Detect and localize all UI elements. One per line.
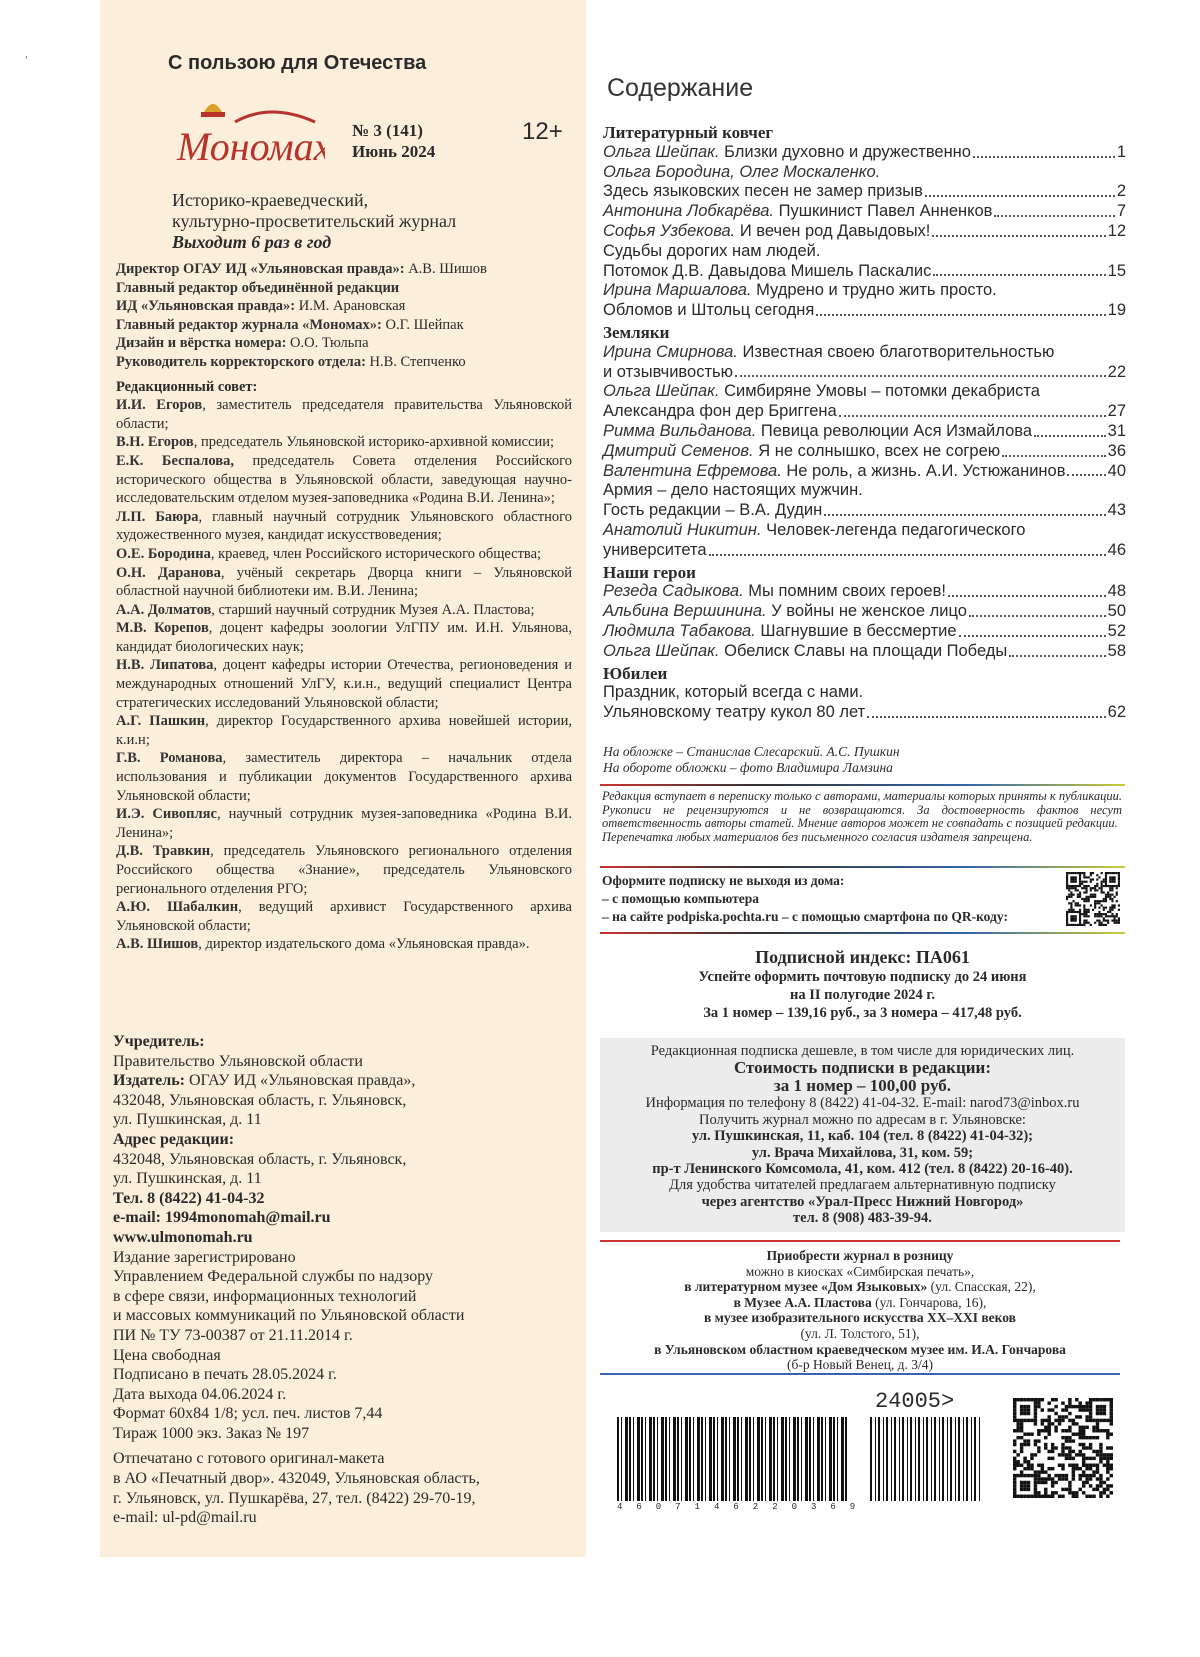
toc-entry-text: Судьбы дорогих нам людей. <box>603 241 821 260</box>
editorial-subscription-box <box>600 1038 1125 1232</box>
frequency: Выходит 6 раз в год <box>172 232 332 252</box>
board-member <box>116 805 572 842</box>
retail-place: в музее изобразительного искусства XX–XXI веков <box>704 1310 1016 1326</box>
member-role: председатель Совета отделения Российского исторического общества в Ульяновской области, заведующая научно-исследовательским отделом музея-заповедника «Родина В.И. Ленина»; <box>116 452 572 507</box>
toc-leader <box>735 363 1106 378</box>
retail-address: (ул. Спасская, 22), <box>927 1279 1036 1295</box>
retail-address: (б-р Новый Венец, д. 3/4) <box>786 1357 934 1373</box>
cover-note: На обложке – Станислав Слесарский. А.С. Пушкин <box>603 744 900 759</box>
toc-leader <box>709 541 1106 556</box>
registration-line: ПИ № ТУ 73-00387 от 21.11.2014 г. <box>113 1326 353 1344</box>
registration-line: Формат 60х84 1/8; усл. печ. листов 7,44 <box>113 1405 383 1423</box>
toc-author: Антонина Лобкарёва. <box>603 202 775 221</box>
board-member <box>116 749 572 805</box>
toc-entry-text: Софья Узбекова. И вечен род Давыдовых! <box>603 221 931 240</box>
toc-section-title: Земляки <box>603 322 670 342</box>
toc-author: Ольга Шейпак. <box>603 641 720 660</box>
subscribe-line: Оформите подписку не выходя из дома: <box>602 873 845 888</box>
toc-entry-text: Валентина Ефремова. Не роль, а жизнь. А.И. Устюжанинов <box>603 461 1066 480</box>
retail-address: (ул. Гончарова, 16), <box>871 1294 987 1310</box>
toc-entry-text <box>603 163 880 183</box>
member-name: Е.К. Беспалова, <box>116 452 235 469</box>
divider <box>600 932 1125 934</box>
staff-name: Н.В. Степченко <box>365 353 466 370</box>
toc-page: 2 <box>1116 182 1126 201</box>
toc-author: Софья Узбекова. <box>603 221 736 240</box>
email-link[interactable]: e-mail: 1994monomah@mail.ru <box>113 1209 331 1227</box>
index-price: За 1 номер – 139,16 руб., за 3 номера – 417,48 руб. <box>703 1005 1022 1021</box>
toc-section-title: Юбилеи <box>603 663 668 683</box>
svg-text:Мономах: Мономах <box>177 124 325 169</box>
index-title: Подписной индекс: ПА061 <box>755 947 970 967</box>
staff-name: О.Г. Шейпак <box>381 316 464 333</box>
toc-entry-text: Потомок Д.В. Давыдова Мишель Паскалис <box>603 261 932 280</box>
toc-leader <box>1034 422 1106 437</box>
registration-line: Тираж 1000 экз. Заказ № 197 <box>113 1424 310 1442</box>
member-name: А.В. Шишов <box>116 936 199 953</box>
member-role: , председатель Ульяновской историко-архивной комиссии; <box>193 434 555 451</box>
toc-page: 31 <box>1107 421 1126 440</box>
toc-author: Ирина Маршалова. <box>603 281 752 300</box>
monomakh-logo <box>175 92 325 172</box>
toc-entry-text: Армия – дело настоящих мужчин. <box>603 481 863 500</box>
member-name: И.Э. Сивопляс <box>116 806 217 823</box>
retail-heading: Приобрести журнал в розницу <box>766 1248 954 1263</box>
toc-entry[interactable] <box>603 422 1126 442</box>
qr-code <box>1066 872 1120 926</box>
toc-entry[interactable] <box>603 222 1126 242</box>
toc-author: Резеда Садыкова. <box>603 582 744 601</box>
tagline: С пользою для Отечества <box>168 52 427 74</box>
toc-entry[interactable] <box>603 363 1126 383</box>
toc-page: 46 <box>1107 540 1126 559</box>
toc-entry-text: Ольга Шейпак. Близки духовно и дружественно <box>603 142 971 161</box>
toc-entry-text: Римма Вильданова. Певица революции Ася Измайлова <box>603 421 1033 440</box>
toc-entry-text: Обломов и Штольц сегодня <box>603 301 815 320</box>
board-heading: Редакционный совет: <box>116 378 258 395</box>
toc-author: Валентина Ефремова. <box>603 461 782 480</box>
toc-entry-text: Людмила Табакова. Шагнувшие в бессмертие <box>603 621 957 640</box>
toc-entry-text: Ульяновскому театру кукол 80 лет <box>603 703 866 722</box>
member-name: А.Г. Пашкин <box>116 713 206 730</box>
printer-line: e-mail: ul-pd@mail.ru <box>113 1509 257 1527</box>
toc-entry-text: и отзывчивостью <box>603 362 733 381</box>
toc-page: 48 <box>1107 582 1126 601</box>
cover-notes <box>603 744 900 776</box>
board-member <box>116 452 572 508</box>
divider <box>600 866 1125 868</box>
toc-section-title: Литературный ковчег <box>603 123 774 142</box>
address-line: ул. Пушкинская, д. 11 <box>113 1111 262 1129</box>
box-line: Для удобства читателей предлагаем альтернативную подписку <box>669 1177 1056 1194</box>
subscribe-link[interactable]: – на сайте podpiska.pochta.ru – с помощью смартфона по QR-коду: <box>602 909 1008 924</box>
board-member <box>116 656 572 712</box>
retail-place: в Ульяновском областном краеведческом музее им. И.А. Гончарова <box>654 1341 1066 1357</box>
box-line: через агентство «Урал-Пресс Нижний Новгород» <box>701 1193 1024 1210</box>
toc-page: 27 <box>1107 402 1126 421</box>
barcode-addon-number: 24005> <box>875 1389 955 1414</box>
member-role: , старший научный сотрудник Музея А.А. Пластова; <box>211 601 535 618</box>
toc-entry[interactable] <box>603 402 1126 422</box>
toc-leader <box>969 602 1106 617</box>
toc-entry[interactable] <box>603 182 1126 202</box>
retail-box <box>600 1240 1120 1375</box>
toc-entry[interactable] <box>603 501 1126 521</box>
registration-line: Управлением Федеральной службы по надзору <box>113 1268 433 1286</box>
subscribe-online <box>602 872 1008 926</box>
toc-entry[interactable] <box>603 602 1126 622</box>
registration-line: Издание зарегистрировано <box>113 1248 296 1266</box>
toc-entry[interactable] <box>603 442 1126 462</box>
box-address: ул. Врача Михайлова, 31, ком. 59; <box>751 1144 974 1161</box>
printer-line: Отпечатано с готового оригинал-макета <box>113 1450 385 1468</box>
registration-line: Цена свободная <box>113 1346 221 1364</box>
member-role: , доцент кафедры истории Отечества, регионоведения и международных отношений УлГУ, к.и.н., ведущий специалист Центра стратегических исследований Ульяновской области; <box>116 657 572 711</box>
staff-role: Директор ОГАУ ИД «Ульяновская правда»: <box>116 261 405 277</box>
board-member <box>116 564 572 601</box>
toc-leader <box>925 182 1115 197</box>
toc-page: 7 <box>1116 202 1126 221</box>
box-line: Редакционная подписка дешевле, в том числе для юридических лиц. <box>650 1043 1075 1059</box>
retail-place: в Музее А.А. Пластова <box>733 1294 872 1310</box>
toc-leader <box>933 262 1105 277</box>
toc-leader <box>867 703 1105 718</box>
member-name: А.Ю. Шабалкин <box>116 899 239 916</box>
toc-entry-text: Ирина Смирнова. Известная своею благотворительностью <box>603 342 1055 361</box>
toc-author: Ольга Бородина, Олег Москаленко. <box>603 162 881 181</box>
toc-heading: Содержание <box>607 74 754 102</box>
retail-place: в литературном музее «Дом Языковых» <box>684 1279 928 1295</box>
founder: Правительство Ульяновской области <box>113 1052 363 1070</box>
box-line: Получить журнал можно по адресам в г. Ульяновске: <box>699 1111 1026 1128</box>
barcode <box>617 1417 847 1501</box>
index-line: на II полугодие 2024 г. <box>790 987 935 1003</box>
box-phone: тел. 8 (908) 483-39-94. <box>793 1210 932 1227</box>
disclaimer-text: Редакция вступает в переписку только с авторами, материалы которых приняты к публикации. Рукописи не рецензируются и не возвращаются. За достоверность фактов несут ответственность авторы статей. Мнение авторов может не совпадать с позицией редакции. <box>602 789 1122 830</box>
subscription-index <box>600 946 1125 1022</box>
toc-entry[interactable] <box>603 462 1126 482</box>
subscribe-line: – с помощью компьютера <box>602 891 759 906</box>
toc-entry[interactable] <box>603 343 1126 363</box>
board-member <box>116 898 572 935</box>
registration-line: в сфере связи, информационных технологий <box>113 1287 417 1305</box>
toc-page: 52 <box>1107 621 1126 640</box>
printer-line: г. Ульяновск, ул. Пушкарёва, 27, тел. (8422) 29-70-19, <box>113 1489 476 1507</box>
toc-entry-text: университета <box>603 540 707 559</box>
toc-entry[interactable] <box>603 521 1126 541</box>
toc-entry[interactable] <box>603 582 1126 602</box>
toc-author: Дмитрий Семенов. <box>603 441 754 460</box>
toc-leader <box>1002 442 1105 457</box>
staff-line <box>116 260 572 279</box>
reprint-notice: Перепечатка любых материалов без письменного согласия издателя запрещена. <box>602 829 1033 844</box>
member-role: , научный сотрудник музея-заповедника «Родина В.И. Ленина»; <box>116 806 572 841</box>
toc-page: 62 <box>1107 703 1126 722</box>
toc-section-title: Наши герои <box>603 562 696 582</box>
toc-leader <box>816 301 1105 316</box>
staff-role: Главный редактор журнала «Мономах»: <box>116 316 382 333</box>
toc-page: 22 <box>1107 362 1126 381</box>
toc-page: 40 <box>1107 461 1126 480</box>
issue-date: Июнь 2024 <box>352 142 436 161</box>
toc-author: Римма Вильданова. <box>603 421 757 440</box>
toc-entry[interactable] <box>603 301 1126 321</box>
staff-role: Дизайн и вёрстка номера: <box>116 335 287 352</box>
toc-entry-text: Ольга Шейпак. Обелиск Славы на площади Победы <box>603 641 1008 660</box>
member-role: , заместитель директора – начальник отдела использования и публикации документов Государственного архива Ульяновской области; <box>116 750 572 804</box>
staff-name: И.М. Арановская <box>295 298 406 315</box>
board-member <box>116 935 572 954</box>
member-name: В.Н. Егоров <box>116 434 194 451</box>
member-role: , ведущий архивист Государственного архива Ульяновской области; <box>116 899 572 934</box>
member-role: , директор Государственного архива новейшей истории, к.и.н; <box>116 713 572 748</box>
toc-entry-text: Дмитрий Семенов. Я не солнышко, всех не согрею <box>603 441 1001 460</box>
publisher-label: Издатель: <box>113 1072 185 1090</box>
phone: Тел. 8 (8422) 41-04-32 <box>113 1189 265 1207</box>
toc-entry-text: Здесь языковских песен не замер призыв <box>603 182 923 201</box>
member-name: М.В. Корепов <box>116 620 209 637</box>
toc-entry[interactable] <box>603 622 1126 642</box>
board-member <box>116 619 572 656</box>
printer-line: в АО «Печатный двор». 432049, Ульяновская область, <box>113 1470 480 1488</box>
founder-label: Учредитель: <box>113 1033 205 1050</box>
member-role: , учёный секретарь Дворца книги – Ульяновской областной научной библиотеки им. В.И. Ленина; <box>116 564 572 600</box>
toc-leader <box>1067 462 1105 477</box>
index-line: Успейте оформить почтовую подписку до 24 июня <box>698 969 1027 985</box>
board-member <box>116 712 572 749</box>
toc-entry-text: Анатолий Никитин. Человек-легенда педагогического <box>603 520 1026 539</box>
back-cover-note: На обороте обложки – фото Владимира Ламзина <box>603 760 893 775</box>
toc-leader <box>948 582 1106 597</box>
toc-entry-text: Резеда Садыкова. Мы помним своих героев! <box>603 582 946 601</box>
toc-page: 12 <box>1107 221 1126 240</box>
toc-page: 50 <box>1107 602 1126 621</box>
publisher: ОГАУ ИД «Ульяновская правда», <box>185 1072 416 1090</box>
board-member <box>116 601 572 620</box>
toc-author: Ирина Смирнова. <box>603 342 738 361</box>
staff-line <box>116 334 572 353</box>
box-heading: Стоимость подписки в редакции: <box>734 1058 991 1078</box>
toc-entry[interactable] <box>603 703 1126 723</box>
toc-entry[interactable] <box>603 481 1126 501</box>
member-role: , директор издательского дома «Ульяновская правда». <box>198 936 530 953</box>
retail-line: можно в киосках «Симбирская печать», <box>745 1263 975 1279</box>
toc-leader <box>973 143 1115 158</box>
toc-author: Ольга Шейпак. <box>603 382 720 401</box>
toc-entry[interactable] <box>603 541 1126 561</box>
toc-entry-text: Александра фон дер Бриггена <box>603 402 837 421</box>
toc-page: 58 <box>1107 641 1126 660</box>
table-of-contents <box>603 121 1126 723</box>
disclaimer <box>602 790 1122 844</box>
publisher-info <box>113 1032 573 1528</box>
member-role: , председатель Ульяновского регионального отделения Российского общества «Знание», председатель Ульяновского регионального отделения РГО; <box>116 843 572 897</box>
address-line: 432048, Ульяновская область, г. Ульяновск, <box>113 1150 407 1168</box>
toc-entry-text: Альбина Вершинина. У войны не женское лицо <box>603 602 967 621</box>
barcode-digits: 4607146220369 <box>617 1502 870 1512</box>
member-name: О.Н. Даранова <box>116 564 221 581</box>
box-price: за 1 номер – 100,00 руб. <box>773 1076 952 1096</box>
box-address: ул. Пушкинская, 11, каб. 104 (тел. 8 (8422) 41-04-32); <box>692 1128 1033 1145</box>
toc-author: Альбина Вершинина. <box>603 602 767 621</box>
staff-role: ИД «Ульяновская правда»: <box>116 298 296 315</box>
staff-line <box>116 316 572 335</box>
toc-page: 1 <box>1116 142 1126 161</box>
board-member <box>116 842 572 898</box>
divider <box>600 784 1125 786</box>
toc-entry[interactable] <box>603 642 1126 662</box>
toc-author: Анатолий Никитин. <box>603 520 762 539</box>
member-role: , заместитель председателя правительства Ульяновской области; <box>116 397 572 432</box>
issue-number: № 3 (141) <box>352 121 423 140</box>
staff-name: О.О. Тюльпа <box>286 335 369 352</box>
toc-leader <box>994 202 1114 217</box>
toc-page: 19 <box>1107 301 1126 320</box>
staff-role: Главный редактор объединённой редакции <box>116 279 400 296</box>
qr-code <box>1013 1398 1113 1498</box>
board-member <box>116 508 572 545</box>
toc-entry-text: Антонина Лобкарёва. Пушкинист Павел Анненков <box>603 202 993 221</box>
desc-line: Историко-краеведческий, <box>172 190 369 210</box>
toc-page: 36 <box>1107 441 1126 460</box>
website-link[interactable]: www.ulmonomah.ru <box>113 1228 253 1246</box>
toc-entry-text: Ольга Шейпак. Симбиряне Умовы – потомки декабриста <box>603 382 1040 401</box>
member-role: , краевед, член Российского исторического общества; <box>210 545 542 562</box>
staff-role: Руководитель корректорского отдела: <box>116 353 366 370</box>
toc-entry[interactable] <box>603 242 1126 262</box>
desc-line: культурно-просветительский журнал <box>172 211 457 231</box>
staff-line <box>116 353 572 372</box>
address-line: 432048, Ульяновская область, г. Ульяновск, <box>113 1091 407 1109</box>
toc-leader <box>839 402 1106 417</box>
address-line: ул. Пушкинская, д. 11 <box>113 1170 262 1188</box>
member-name: Л.П. Баюра <box>116 508 199 525</box>
issue-info <box>352 120 435 162</box>
staff-name: А.В. Шишов <box>404 261 487 277</box>
member-name: И.И. Егоров <box>116 397 203 414</box>
toc-page: 43 <box>1107 501 1126 520</box>
toc-page: 15 <box>1107 261 1126 280</box>
board-member <box>116 545 572 564</box>
member-role: , доцент кафедры зоологии УлГПУ им. И.Н. Ульянова, кандидат биологических наук; <box>116 620 572 655</box>
box-line: Информация по телефону 8 (8422) 41-04-32. E-mail: narod73@inbox.ru <box>645 1095 1080 1112</box>
journal-description <box>172 190 456 253</box>
box-address: пр-т Ленинского Комсомола, 41, ком. 412 (тел. 8 (8422) 20-16-40). <box>652 1161 1073 1178</box>
barcode-addon <box>870 1417 980 1501</box>
toc-entry[interactable] <box>603 683 1126 703</box>
age-rating: 12+ <box>522 118 563 145</box>
scan-mark: ˈ <box>24 55 29 70</box>
member-name: Н.В. Липатова <box>116 657 214 674</box>
toc-leader <box>1009 642 1105 657</box>
toc-leader <box>932 222 1105 237</box>
retail-address: (ул. Л. Толстого, 51), <box>800 1325 920 1341</box>
staff-line <box>116 279 572 298</box>
member-name: Д.В. Травкин <box>116 843 211 860</box>
member-role: , главный научный сотрудник Ульяновского областного художественного музея, кандидат искусствоведения; <box>116 508 572 544</box>
staff-list <box>116 260 572 954</box>
member-name: Г.В. Романова <box>116 750 223 767</box>
toc-leader <box>959 622 1106 637</box>
registration-line: и массовых коммуникаций по Ульяновской области <box>113 1307 465 1325</box>
toc-entry-text: Праздник, который всегда с нами. <box>603 683 864 702</box>
registration-line: Подписано в печать 28.05.2024 г. <box>113 1366 337 1384</box>
address-label: Адрес редакции: <box>113 1130 235 1148</box>
member-name: О.Е. Бородина <box>116 545 211 562</box>
member-name: А.А. Долматов <box>116 601 212 618</box>
board-member <box>116 433 572 452</box>
board-member <box>116 396 572 433</box>
toc-entry[interactable] <box>603 143 1126 163</box>
registration-line: Дата выхода 04.06.2024 г. <box>113 1385 287 1403</box>
staff-line <box>116 297 572 316</box>
toc-entry-text: Ирина Маршалова. Мудрено и трудно жить просто. <box>603 281 997 300</box>
toc-entry[interactable] <box>603 163 1126 183</box>
toc-entry[interactable] <box>603 382 1126 402</box>
toc-entry[interactable] <box>603 281 1126 301</box>
toc-entry[interactable] <box>603 262 1126 282</box>
toc-author: Людмила Табакова. <box>603 621 756 640</box>
toc-leader <box>824 501 1105 516</box>
toc-entry[interactable] <box>603 202 1126 222</box>
toc-entry-text: Гость редакции – В.А. Дудин <box>603 501 823 520</box>
toc-author: Ольга Шейпак. <box>603 142 720 161</box>
